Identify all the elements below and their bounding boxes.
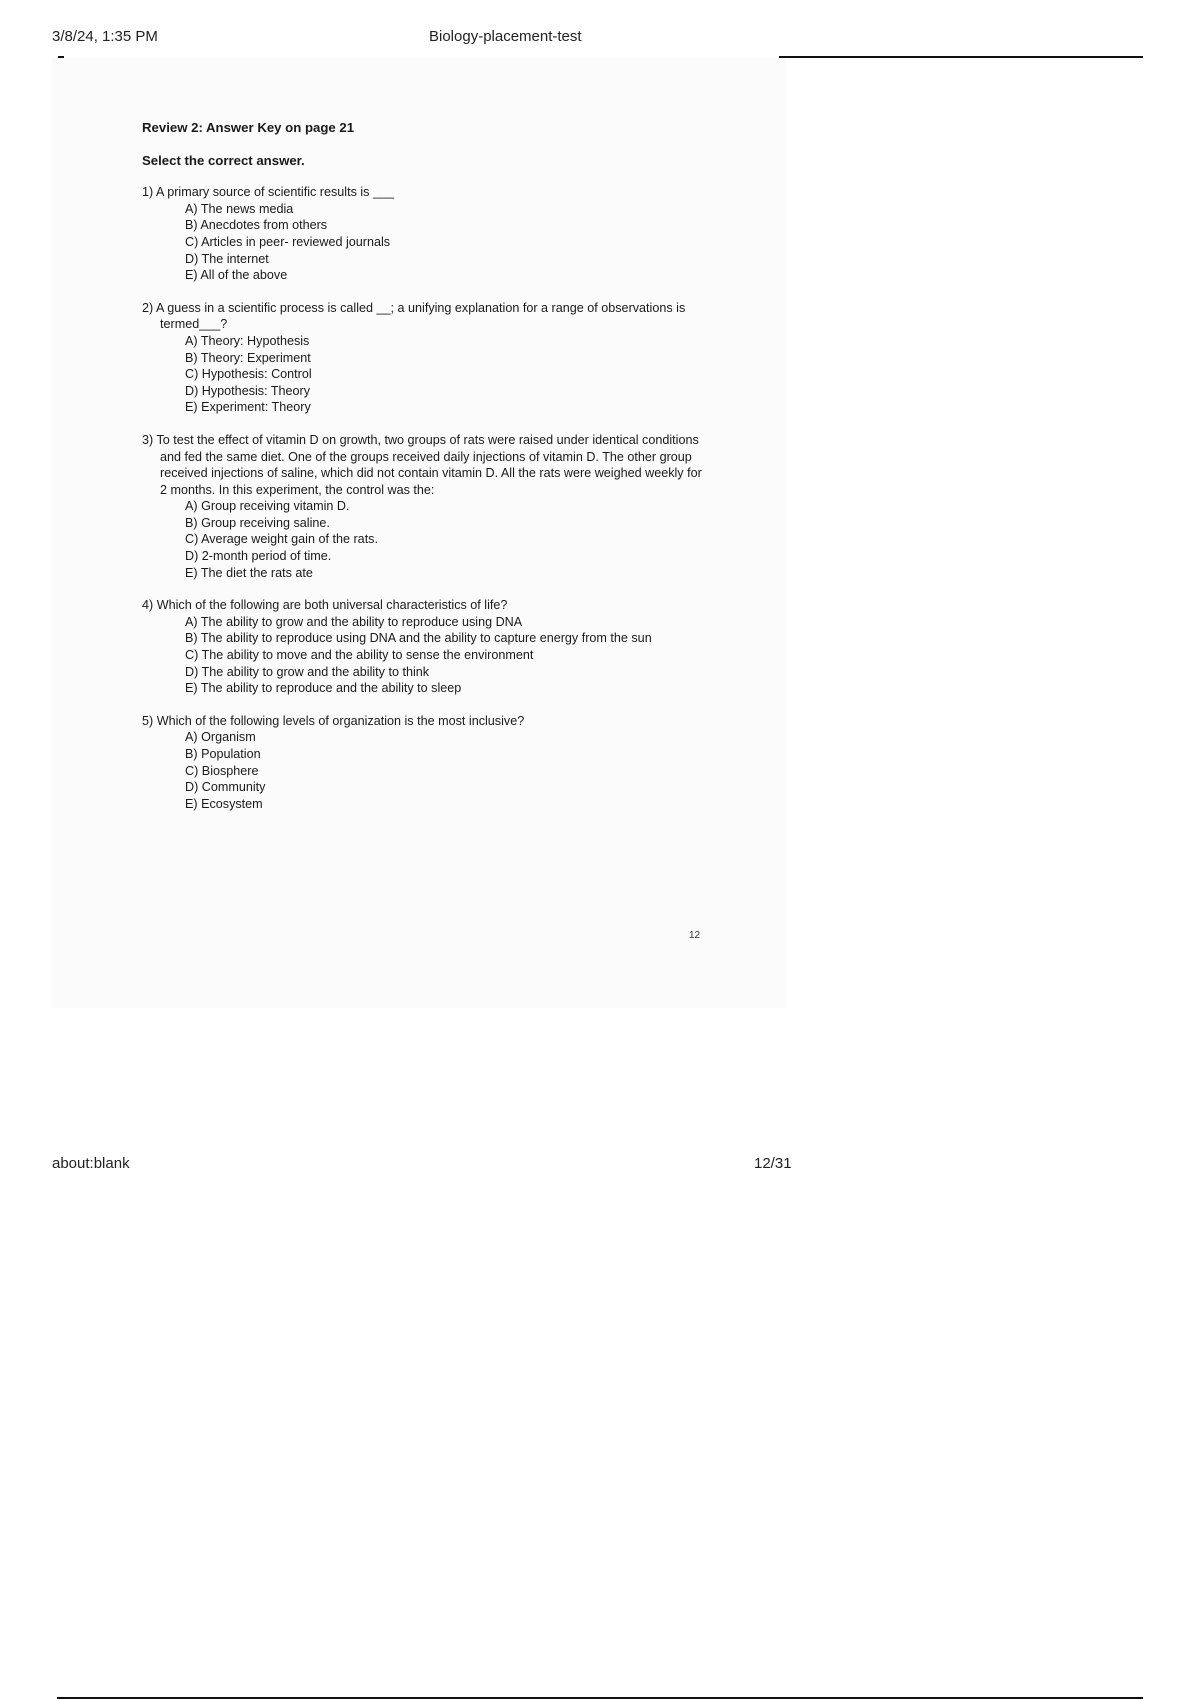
answer-choice: A) The news media (185, 201, 294, 216)
answer-choice: E) All of the above (185, 268, 288, 283)
answer-choices (142, 498, 702, 581)
print-date-time: 3/8/24, 1:35 PM (52, 28, 158, 45)
question-number: 1) (142, 185, 154, 200)
answer-choice: C) The ability to move and the ability to sense the environment (185, 648, 534, 663)
answer-choice: C) Average weight gain of the rats. (185, 532, 378, 547)
answer-choice: C) Biosphere (185, 763, 259, 778)
answer-choice: B) Group receiving saline. (185, 515, 330, 530)
question-text: A guess in a scientific process is called __; a unifying explanation for a range of observations is termed___? (156, 300, 686, 332)
question-5 (142, 713, 702, 813)
answer-choice: D) Community (185, 780, 266, 795)
question-text: Which of the following levels of organization is the most inclusive? (156, 713, 525, 728)
answer-choice: B) Anecdotes from others (185, 218, 328, 233)
question-number: 4) (142, 598, 154, 613)
question-stem (142, 432, 702, 498)
answer-choice: E) The diet the rats ate (185, 565, 313, 580)
answer-choices (142, 333, 702, 416)
question-stem (142, 713, 702, 730)
answer-choice: D) The ability to grow and the ability to think (185, 664, 430, 679)
question-stem (142, 300, 702, 333)
question-2 (142, 300, 702, 416)
answer-choice: A) Organism (185, 730, 256, 745)
instruction-text: Select the correct answer. (142, 152, 305, 168)
question-1 (142, 184, 702, 284)
question-text: To test the effect of vitamin D on growth, two groups of rats were raised under identical conditions and fed the same diet. One of the groups received daily injections of vitamin D. The other group received injections of saline, which did not contain vitamin D. All the rats were weighed weekly for 2 months. In this experiment, the control was the: (156, 432, 702, 497)
question-number: 5) (142, 713, 154, 728)
answer-choice: C) Articles in peer- reviewed journals (185, 234, 391, 249)
answer-choice: D) Hypothesis: Theory (185, 383, 311, 398)
question-stem (142, 184, 702, 201)
question-text: Which of the following are both universal characteristics of life? (156, 598, 508, 613)
document-content (142, 120, 702, 828)
question-stem (142, 597, 702, 614)
answer-choice: C) Hypothesis: Control (185, 367, 312, 382)
answer-choice: A) The ability to grow and the ability to reproduce using DNA (185, 614, 523, 629)
header-rule (779, 56, 1143, 58)
print-document-title: Biology-placement-test (429, 28, 582, 45)
answer-choices (142, 729, 702, 812)
inner-page-number: 12 (689, 930, 701, 941)
answer-choice: E) The ability to reproduce and the ability to sleep (185, 681, 462, 696)
answer-choices (142, 201, 702, 284)
answer-choice: B) Population (185, 747, 261, 761)
answer-choice: E) Ecosystem (185, 796, 263, 811)
question-number: 3) (142, 432, 154, 447)
question-4 (142, 597, 702, 697)
section-heading: Review 2: Answer Key on page 21 (142, 120, 355, 135)
answer-choice: A) Group receiving vitamin D. (185, 499, 350, 514)
answer-choices (142, 614, 702, 697)
question-text: A primary source of scientific results is ___ (156, 185, 394, 200)
answer-choice: B) Theory: Experiment (185, 350, 311, 365)
answer-choice: D) The internet (185, 251, 269, 266)
print-page-indicator: 12/31 (754, 1155, 792, 1172)
answer-choice: B) The ability to reproduce using DNA and the ability to capture energy from the sun (185, 631, 652, 646)
answer-choice: A) Theory: Hypothesis (185, 333, 310, 348)
print-footer-url: about:blank (52, 1155, 130, 1172)
footer-rule (57, 1697, 1143, 1699)
question-3 (142, 432, 702, 581)
answer-choice: D) 2-month period of time. (185, 549, 332, 564)
answer-choice: E) Experiment: Theory (185, 400, 311, 415)
question-number: 2) (142, 300, 154, 315)
